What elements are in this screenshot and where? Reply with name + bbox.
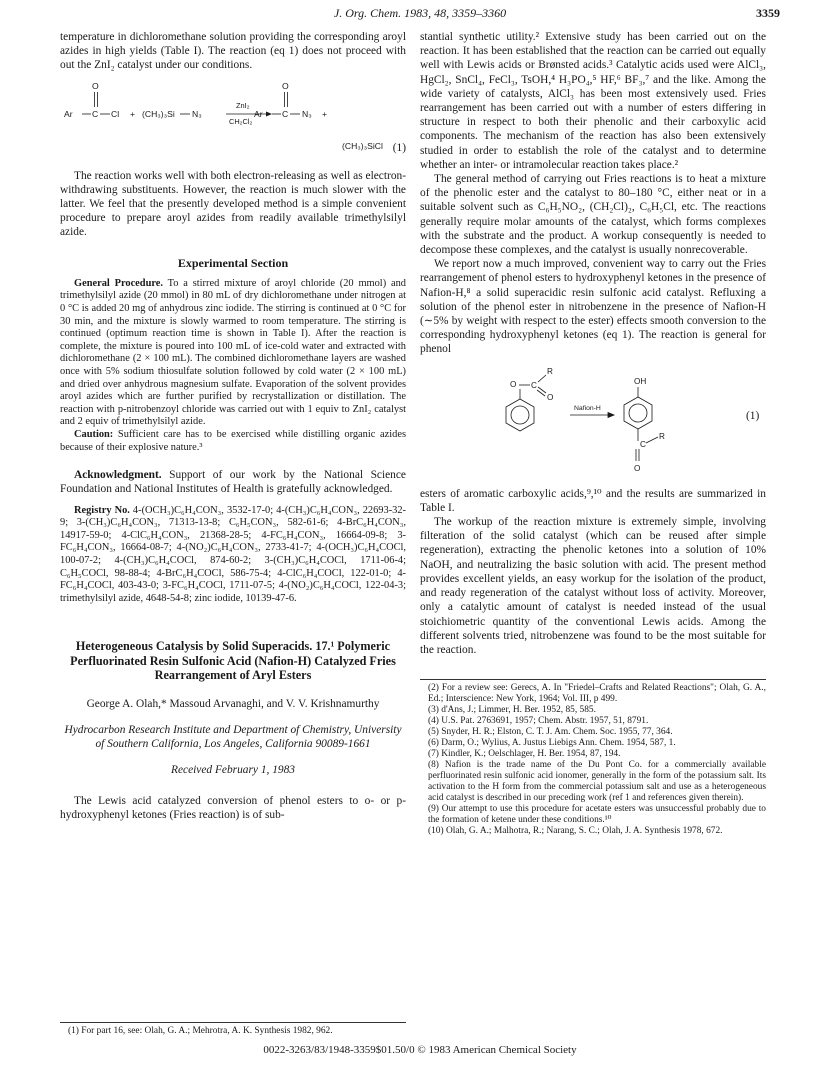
carbonyl-oxygen-left: O [92,80,99,91]
aromatic-circle-product [629,404,647,422]
azide-n3-product: N₃ [302,108,312,119]
general-procedure-label: General Procedure. [74,277,163,289]
acknowledgment-text: Support of our work by the National Science Foundation and National Institutes of Health is gratefully acknowledged. [60,469,406,496]
solvent-ch2cl2: CH₂Cl₂ [229,116,253,126]
paragraph-nafion-report: We report now a much improved, convenient way to carry out the Fries rearrangement of phenol esters to hydroxyphenyl ketones in the presence of Nafion-H,⁸ a solid superacidic resin sulfonic acid catalyst. Refluxing a solution of the phenol ester in nitrobenzene in the presence of Nafion-H (∼5% by weight with respect to the ester) effects smooth conversion to the corresponding hydroxyphenyl ketones (eq 1). The reaction is general for phenol [420,258,766,356]
paragraph-intro-continued: temperature in dichloromethane solution providing the corresponding aroyl azides in high yields (Table I). The reaction (eq 1) does not proceed with out the ZnI₂ catalyst under our conditions. [60,31,406,72]
footnote-rule-right [420,679,766,680]
plus-sign-1: + [130,108,136,119]
footnote-10: (10) Olah, G. A.; Malhotra, R.; Narang, S. C.; Olah, J. A. Synthesis 1978, 672. [428,826,723,837]
general-procedure-text: To a stirred mixture of aroyl chloride (20 mmol) and trimethylsilyl azide (20 mmol) in 80 mL of dry dichloromethane under nitrogen at 0 °C is added 20 mg of anhydrous zinc iodide. The stirring is continued at 0 °C for 30 min, and the mixture is slowly warmed to room temperature. The stirring is continued (optimum reaction time is shown in Table I). After the reaction is complete, the mixture is poured into 100 mL of ice-cold water and extracted with dichloromethane (2 × 100 mL). The combined dichloromethane layers are washed once with 5% sodium thiosulfate solution followed by cold water (2 × 100 mL) and dried over anhydrous magnesium sulfate. Evaporation of the solvent provides aroyl azides which are further purified by recrystallization or distillation. The reaction with p-nitrobenzoyl chloride was carried out with 1 equiv to ZnI₂ catalyst and 2 equiv of trimethylsilyl azide. [60,277,406,428]
acknowledgment [60,468,406,496]
footnote-3: (3) d'Ans, J.; Limmer, H. Ber. 1952, 85, 585. [428,705,596,716]
phenyl-ring-reactant [506,399,534,431]
footnote-2: (2) For a review see: Gerecs, A. In "Friedel–Crafts and Related Reactions"; Olah, G. A., Ed.; Interscience: New York, 1964; Vol. III, p 499. [428,683,766,705]
hydroxyl-group: OH [634,376,647,386]
fries-arrow-head [608,412,614,417]
footnote-8: (8) Nafion is the trade name of the Du Pont Co. for a commercially available perfluorinated resin sulfonic acid ionomer, generally in the form of the potassium salt. Its activation to the H form from the commercial potassium salt and use as a heterogeneous acid catalyst is described in our preceding work (ref 1 and references given therein). [428,760,766,804]
aryl-group-left: Ar [64,108,73,119]
carbonyl-oxygen-right: O [282,80,289,91]
footnote-1: (1) For part 16, see: Olah, G. A.; Mehrotra, A. K. Synthesis 1982, 962. [68,1026,333,1036]
footnote-1-block [60,1022,406,1037]
chlorine: Cl [111,108,120,119]
footnote-9: (9) Our attempt to use this procedure for acetate esters was unsuccessful probably due to the formation of ketene under these conditions.¹⁰ [428,804,766,826]
registry-label: Registry No. [74,504,130,516]
paragraph-lewis-acid-intro: The Lewis acid catalyzed conversion of phenol esters to o- or p-hydroxyphenyl ketones (Fries reaction) is of sub- [60,794,406,821]
r-group-top: R [547,366,553,376]
ketone-carbon: C [640,439,646,449]
caution-note [60,429,406,454]
journal-citation: J. Org. Chem. 1983, 48, 3359–3360 [333,6,507,20]
phenyl-ring-product [624,397,652,429]
ester-carbon: C [531,380,537,390]
received-date: Received February 1, 1983 [171,764,295,777]
catalyst-zni2: ZnI₂ [236,100,250,110]
caution-text: Sufficient care has to be exercised while distilling organic azides because of their explosive nature.³ [60,428,406,453]
trimethylsilyl-group: (CH₃)₃Si [142,108,175,119]
registry-numbers [60,505,406,606]
footnote-6: (6) Darm, O.; Wylius, A. Justus Liebigs Ann. Chem. 1954, 587, 1. [428,738,676,749]
experimental-section-title: Experimental Section [177,255,289,270]
aryl-group-right-visible: Ar [254,108,263,119]
left-column [60,30,406,822]
equation-1-fries [420,363,766,483]
equation-number-1: (1) [392,141,406,154]
bond-c-r [538,375,546,382]
author-affiliation: Hydrocarbon Research Institute and Department of Chemistry, University of Southern California, Los Angeles, California 90089-1661 [64,724,402,751]
carbon-right: C [282,108,289,119]
equation-1-azide [60,77,406,161]
paragraph-general-method: The general method of carrying out Fries reactions is to heat a mixture of the phenolic ester and the catalyst to 80–180 °C, either neat or in a suitable solvent such as C₆H₅NO₂, (CH₂Cl)₂, C₆H₅Cl, etc. The reactions generally require molar amounts of the catalyst, which forms complexes with the substrate and the product. A workup consequently is needed to decompose these complexes, and the catalyst is usually nonrecoverable. [420,173,766,257]
page-number: 3359 [756,6,780,20]
r-group-right: R [659,431,665,441]
registry-text: 4-(OCH₃)C₆H₄CON₃, 3532-17-0; 4-(CH₃)C₆H₄CON₃, 22693-32-9; 3-(CH₃)C₆H₄CON₃, 71313-13-8; C₆H₅CON₃, 582-61-6; 4-BrC₆H₄CON₃, 14917-59-0; 4-ClC₆H₄CON₃, 21368-28-5; 4-FC₆H₄CON₃, 16664-09-8; 3-FC₆H₄CON₃, 16664-08-7; 4-(NO₂)C₆H₄CON₃, 2733-41-7; 4-(OCH₃)C₆H₄COCl, 100-07-2; 4-(CH₃)C₆H₄COCl, 874-60-2; 3-(CH₃)C₆H₄COCl, 1711-06-4; C₆H₅COCl, 98-88-4; 4-BrC₆H₄COCl, 586-75-4; 4-ClC₆H₄COCl, 122-01-0; 4-FC₆H₄COCl, 403-43-0; 3-FC₆H₄COCl, 1711-07-5; 4-(NO₂)C₆H₄COCl, 122-04-3; trimethylsilyl azide, 4648-54-8; zinc iodide, 10139-47-6. [60,504,407,604]
paragraph-synthetic-utility: stantial synthetic utility.² Extensive study has been carried out on the reaction. It has been established that the reaction can be carried out equally well with Lewis acids or Brønsted acids.³ Catalytic acids used were AlCl₃, HgCl₂, SnCl₄, FeCl₃, TsOH,⁴ H₃PO₄,⁵ HF,⁶ BF₃,⁷ and the like. Among the wide variety of catalysts, AlCl₃ has been most extensively used. Fries rearrangement has been carried out with a number of esters differing in structure in respect to both their phenolic and their carboxylic acid components. The mechanism of the reaction has also been extensively studied in order to establish the role of the catalyst and to determine whether an inter- or intramolecular reaction takes place.² [420,31,766,171]
nafion-reagent: Nafion-H [574,404,601,412]
ester-oxygen: O [510,379,517,389]
footnote-7: (7) Kindler, K.; Oelschlager, H. Ber. 1954, 87, 194. [428,749,621,760]
azide-reaction-scheme [60,77,406,161]
general-procedure [60,278,406,429]
footnotes-right [420,683,766,837]
footnote-5: (5) Snyder, H. R.; Elston, C. T. J. Am. Chem. Soc. 1955, 77, 364. [428,727,673,738]
caution-label: Caution: [74,428,114,440]
footnote-rule-left [60,1022,406,1023]
paragraph-substituents: The reaction works well with both electron-releasing as well as electron-withdrawing substituents. However, the reaction is much slower with the latter. We feel that the presently developed method is a simple convenient procedure to prepare aroyl azides from readily available trimethylsilyl azide. [60,169,406,239]
trimethylsilyl-chloride: (CH₃)₃SiCl [342,140,383,151]
page-footer: 0022-3263/83/1948-3359$01.50/0 © 1983 American Chemical Society [263,1044,577,1056]
aromatic-circle-reactant [511,406,529,424]
paragraph-workup: The workup of the reaction mixture is extremely simple, involving filteration of the solid catalyst (which can be reused after simple regeneration), extracting the phenolic ketones into a solution of 10% NaOH, and neutralizing the basic solution with acid. The present method provides excellent yields, an easy workup for the isolation of the product, and ready regeneration of the catalyst without loss of activity. Moreover, only a catalytic amount of catalyst is needed instead of the usual stoichiometric quantity of the conventional Lewis acids. Among the different solvents tried, nitrobenzene was found to be the most suitable for the reaction. [420,516,766,656]
paragraph-esters-results: esters of aromatic carboxylic acids,⁹,¹⁰ and the results are summarized in Table I. [420,487,766,514]
article-authors: George A. Olah,* Massoud Arvanaghi, and V. V. Krishnamurthy [86,697,380,710]
right-column [420,30,766,837]
footnote-4: (4) U.S. Pat. 2763691, 1957; Chem. Abstr. 1957, 51, 8791. [428,716,649,727]
equation-number-fries: (1) [746,409,760,422]
ester-carbonyl-oxygen: O [547,392,554,402]
azide-n3-reactant: N₃ [192,108,202,119]
bond-c-r-right [646,437,658,443]
carbon-left: C [92,108,99,119]
acknowledgment-label: Acknowledgment. [74,469,162,482]
ketone-oxygen: O [634,463,641,473]
reaction-arrow-head [266,111,272,116]
page-header [60,6,780,24]
plus-sign-2: + [322,108,328,119]
article-title: Heterogeneous Catalysis by Solid Superacids. 17.¹ Polymeric Perfluorinated Resin Sulfonic Acid (Nafion-H) Catalyzed Fries Rearrangement of Aryl Esters [70,639,396,683]
fries-reaction-scheme [420,363,766,483]
